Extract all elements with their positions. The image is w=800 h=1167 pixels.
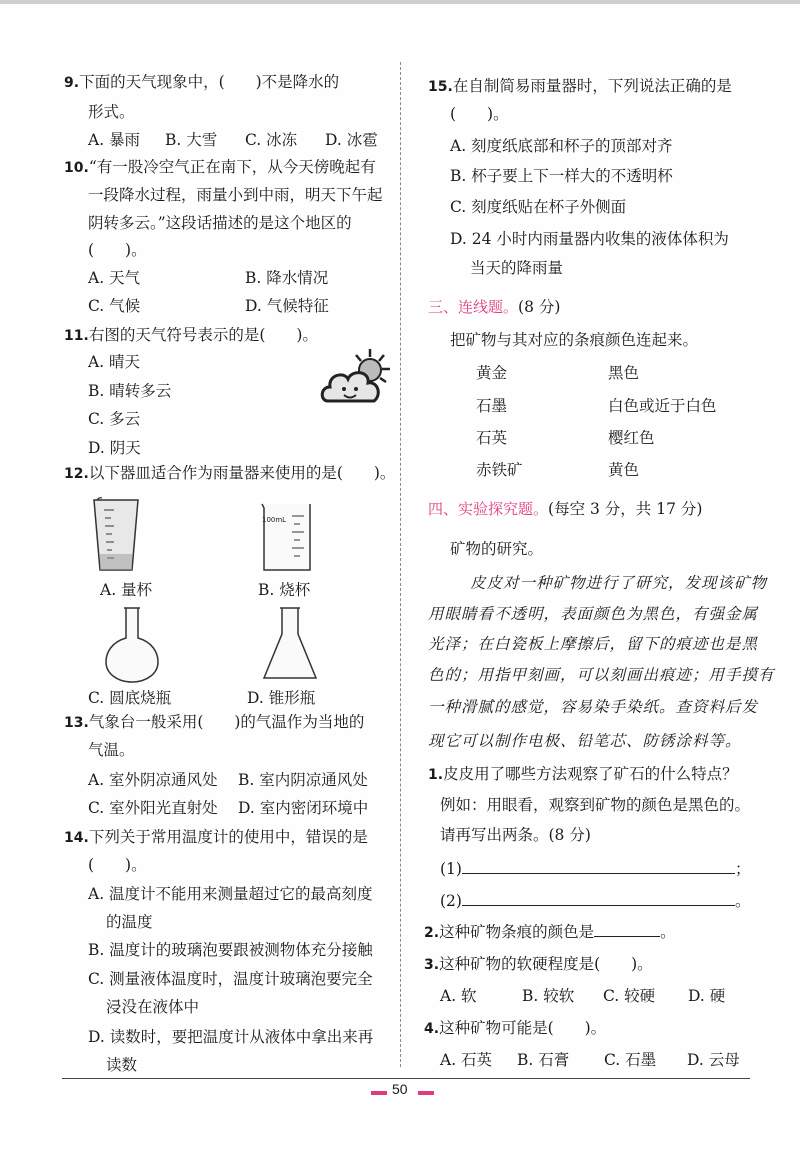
q15-line1: [428, 76, 732, 97]
passage-line-3: 光泽；在白瓷板上摩擦后，留下的痕迹也是黑: [428, 635, 759, 653]
q14-option-d-cont: 读数: [106, 1056, 138, 1074]
q11-line1: [64, 325, 318, 346]
top-edge: [0, 0, 800, 4]
s4-q1-blank2-row: [440, 891, 750, 911]
q14-option-c-cont: 浸没在液体中: [106, 998, 200, 1016]
s4-q3-number: 3.: [424, 957, 440, 973]
q10-option-a[interactable]: A. 天气: [88, 269, 141, 287]
q15-option-d[interactable]: D. 24 小时内雨量器内收集的液体体积为: [450, 230, 729, 248]
s4-q1-blank1-label: (1): [440, 860, 462, 878]
q9-text-cont: 形式。: [88, 103, 135, 121]
s4-q3-text: 这种矿物的软硬程度是( )。: [439, 955, 653, 973]
s4-q1-example: 例如：用眼看，观察到矿物的颜色是黑色的。: [440, 796, 751, 814]
q9-option-a[interactable]: A. 暴雨: [88, 131, 141, 149]
mineral-quartz[interactable]: 石英: [476, 429, 508, 447]
s4-q4-option-c[interactable]: C. 石墨: [604, 1051, 657, 1069]
s4-q3-option-a[interactable]: A. 软: [440, 987, 477, 1005]
q10-line1: [64, 157, 376, 178]
s4-q2-line: [424, 922, 676, 943]
q9-option-d[interactable]: D. 冰雹: [325, 131, 378, 149]
streak-color-white[interactable]: 白色或近于白色: [608, 397, 717, 415]
streak-color-black[interactable]: 黑色: [608, 364, 640, 382]
q12-number: 12.: [64, 466, 89, 482]
round-bottom-flask-icon: [104, 606, 160, 684]
s4-q2-end: 。: [660, 923, 676, 941]
s4-q3-option-d[interactable]: D. 硬: [688, 987, 726, 1005]
q15-option-a[interactable]: A. 刻度纸底部和杯子的顶部对齐: [450, 137, 673, 155]
q10-number: 10.: [64, 160, 89, 176]
s4-q4-number: 4.: [424, 1021, 440, 1037]
page-number-bar-right: [418, 1091, 434, 1095]
q12-option-d[interactable]: D. 锥形瓶: [247, 689, 316, 707]
q13-option-d[interactable]: D. 室内密闭环境中: [238, 799, 369, 817]
q14-option-a[interactable]: A. 温度计不能用来测量超过它的最高刻度: [88, 885, 373, 903]
q15-option-c[interactable]: C. 刻度纸贴在杯子外侧面: [450, 198, 627, 216]
q14-text-cont: ( )。: [88, 856, 147, 874]
q13-text: 气象台一般采用( )的气温作为当地的: [88, 713, 365, 731]
section3-score: (8 分): [518, 298, 561, 316]
section3-heading: [428, 297, 560, 317]
q12-option-b[interactable]: B. 烧杯: [258, 581, 311, 599]
q9-number: 9.: [64, 75, 80, 91]
section4-score: (每空 3 分，共 17 分): [548, 500, 703, 518]
passage-line-1: 皮皮对一种矿物进行了研究，发现该矿物: [470, 574, 768, 592]
q13-option-a[interactable]: A. 室外阴凉通风处: [88, 771, 218, 789]
mineral-hematite[interactable]: 赤铁矿: [476, 461, 523, 479]
column-divider: [400, 62, 401, 1067]
q14-option-a-cont: 的温度: [106, 913, 153, 931]
section4-subtitle: 矿物的研究。: [450, 540, 544, 558]
s4-q4-option-d[interactable]: D. 云母: [687, 1051, 740, 1069]
s4-q2-blank[interactable]: [594, 922, 660, 937]
q11-option-a[interactable]: A. 晴天: [88, 353, 141, 371]
s4-q1-blank1-row: [440, 859, 750, 879]
q10-option-d[interactable]: D. 气候特征: [245, 297, 329, 315]
q13-number: 13.: [64, 715, 89, 731]
q14-line1: [64, 827, 368, 848]
s4-q1-blank2[interactable]: [462, 891, 735, 906]
q9-option-b[interactable]: B. 大雪: [165, 131, 218, 149]
s4-q4-text: 这种矿物可能是( )。: [439, 1019, 607, 1037]
q14-option-c[interactable]: C. 测量液体温度时，温度计玻璃泡要完全: [88, 970, 373, 988]
passage-line-2: 用眼睛看不透明，表面颜色为黑色，有强金属: [428, 605, 759, 623]
q13-line1: [64, 712, 364, 733]
page-number-bar-left: [371, 1091, 387, 1095]
q15-text: 在自制简易雨量器时，下列说法正确的是: [452, 77, 732, 95]
conical-flask-icon: [262, 606, 318, 682]
s4-q1-line1: [428, 764, 738, 785]
passage-line-5: 一种滑腻的感觉，容易染手染纸。查资料后发: [428, 698, 759, 716]
section3-instruction: 把矿物与其对应的条痕颜色连起来。: [450, 331, 699, 349]
sun-cloud-weather-icon: [318, 345, 396, 411]
q15-option-d-cont: 当天的降雨量: [470, 259, 564, 277]
q10-text-2: 一段降水过程，雨量小到中雨，明天下午起: [88, 186, 383, 204]
measuring-cup-icon: [92, 496, 140, 574]
s4-q3-line: [424, 954, 653, 975]
s4-q1-number: 1.: [428, 767, 444, 783]
q12-option-a[interactable]: A. 量杯: [100, 581, 153, 599]
s4-q4-option-b[interactable]: B. 石膏: [517, 1051, 570, 1069]
q13-option-c[interactable]: C. 室外阳光直射处: [88, 799, 218, 817]
q10-text: “有一股冷空气正在南下，从今天傍晚起有: [88, 158, 376, 176]
s4-q1-blank2-label: (2): [440, 892, 462, 910]
q10-text-4: ( )。: [88, 241, 147, 259]
section4-title: 四、实验探究题。: [428, 500, 549, 518]
q10-text-3: 阴转多云。”这段话描述的是这个地区的: [88, 214, 352, 232]
section3-title: 三、连线题。: [428, 298, 519, 316]
q9-option-c[interactable]: C. 冰冻: [245, 131, 298, 149]
s4-q3-option-b[interactable]: B. 较软: [522, 987, 575, 1005]
s4-q3-option-c[interactable]: C. 较硬: [603, 987, 656, 1005]
s4-q2-number: 2.: [424, 925, 440, 941]
mineral-graphite[interactable]: 石墨: [476, 397, 508, 415]
q12-text: 以下器皿适合作为雨量器来使用的是( )。: [88, 464, 396, 482]
q15-option-b[interactable]: B. 杯子要上下一样大的不透明杯: [450, 167, 673, 185]
page-number: 50: [392, 1081, 408, 1097]
footer-rule: [62, 1078, 750, 1079]
streak-color-cherry-red[interactable]: 樱红色: [608, 429, 655, 447]
q14-option-b[interactable]: B. 温度计的玻璃泡要跟被测物体充分接触: [88, 941, 373, 959]
s4-q4-line: [424, 1018, 606, 1039]
q13-text-cont: 气温。: [88, 741, 135, 759]
q15-text-cont: ( )。: [450, 105, 509, 123]
q14-number: 14.: [64, 830, 89, 846]
q11-number: 11.: [64, 328, 89, 344]
q13-option-b[interactable]: B. 室内阴凉通风处: [238, 771, 368, 789]
section4-heading: [428, 499, 702, 519]
s4-q1-text: 皮皮用了哪些方法观察了矿石的什么特点？: [443, 765, 738, 783]
q11-option-c[interactable]: C. 多云: [88, 410, 141, 428]
q9-text: 下面的天气现象中，( )不是降水的: [79, 73, 340, 91]
q11-option-b[interactable]: B. 晴转多云: [88, 382, 172, 400]
q12-option-c[interactable]: C. 圆底烧瓶: [88, 689, 172, 707]
s4-q4-option-a[interactable]: A. 石英: [440, 1051, 493, 1069]
q11-text: 右图的天气符号表示的是( )。: [88, 326, 318, 344]
s4-q2-text: 这种矿物条痕的颜色是: [439, 923, 595, 941]
q12-line1: [64, 463, 395, 484]
s4-q1-blank1[interactable]: [462, 859, 735, 874]
passage-line-4: 色的；用指甲刻画，可以刻画出痕迹；用手摸有: [428, 666, 775, 684]
mineral-gold[interactable]: 黄金: [476, 364, 508, 382]
q9-line1: [64, 72, 339, 93]
beaker-icon: [258, 500, 314, 572]
s4-q1-prompt: 请再写出两条。(8 分): [440, 826, 591, 844]
q10-option-c[interactable]: C. 气候: [88, 297, 141, 315]
q10-option-b[interactable]: B. 降水情况: [245, 269, 329, 287]
passage-line-6: 现它可以制作电极、铅笔芯、防锈涂料等。: [428, 732, 742, 750]
q14-text: 下列关于常用温度计的使用中，错误的是: [88, 828, 368, 846]
s4-q1-blank2-end: 。: [734, 892, 751, 910]
q11-option-d[interactable]: D. 阴天: [88, 439, 141, 457]
s4-q1-blank1-end: ；: [734, 860, 751, 878]
q14-option-d[interactable]: D. 读数时，要把温度计从液体中拿出来再: [88, 1028, 374, 1046]
q15-number: 15.: [428, 79, 453, 95]
streak-color-yellow[interactable]: 黄色: [608, 461, 640, 479]
beaker-capacity-label: 100mL: [262, 516, 287, 524]
